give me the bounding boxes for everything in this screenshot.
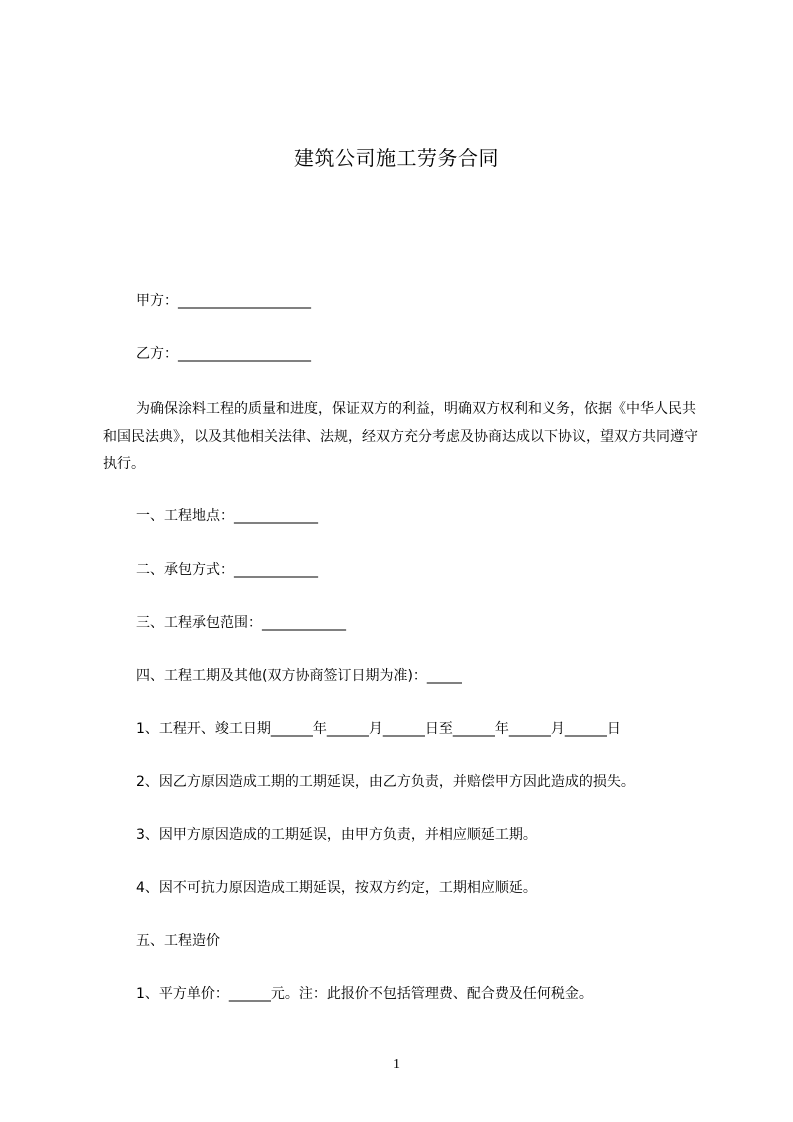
clause-delay-party-a: 3、因甲方原因造成的工期延误，由甲方负责，并相应顺延工期。 <box>136 827 537 843</box>
party-a-line: 甲方：___________________ <box>136 293 311 309</box>
clause-unit-price: 1、平方单价：______元。注：此报价不包括管理费、配合费及任何税金。 <box>136 986 593 1002</box>
clause-delay-party-b: 2、因乙方原因造成工期的工期延误，由乙方负责，并赔偿甲方因此造成的损失。 <box>136 774 635 790</box>
clause-contract-method: 二、承包方式：____________ <box>136 562 318 578</box>
clause-force-majeure: 4、因不可抗力原因造成工期延误，按双方约定，工期相应顺延。 <box>136 880 537 896</box>
clause-scope: 三、工程承包范围：____________ <box>136 615 346 631</box>
page-number: 1 <box>393 1057 400 1072</box>
preamble-paragraph: 为确保涂料工程的质量和进度，保证双方的利益，明确双方权利和义务，依据《中华人民共和国民法典》，以及其他相关法律、法规，经双方充分考虑及协商达成以下协议，望双方共同遵守执行。 <box>103 401 698 472</box>
clause-location: 一、工程地点：____________ <box>136 508 318 524</box>
clause-project-cost: 五、工程造价 <box>136 933 220 949</box>
clause-schedule: 四、工程工期及其他(双方协商签订日期为准)：_____ <box>136 668 462 684</box>
contract-title: 建筑公司施工劳务合同 <box>294 146 499 170</box>
clause-schedule-dates: 1、工程开、竣工日期______年______月______日至______年______月______日 <box>136 721 621 737</box>
party-b-line: 乙方：___________________ <box>136 346 311 362</box>
